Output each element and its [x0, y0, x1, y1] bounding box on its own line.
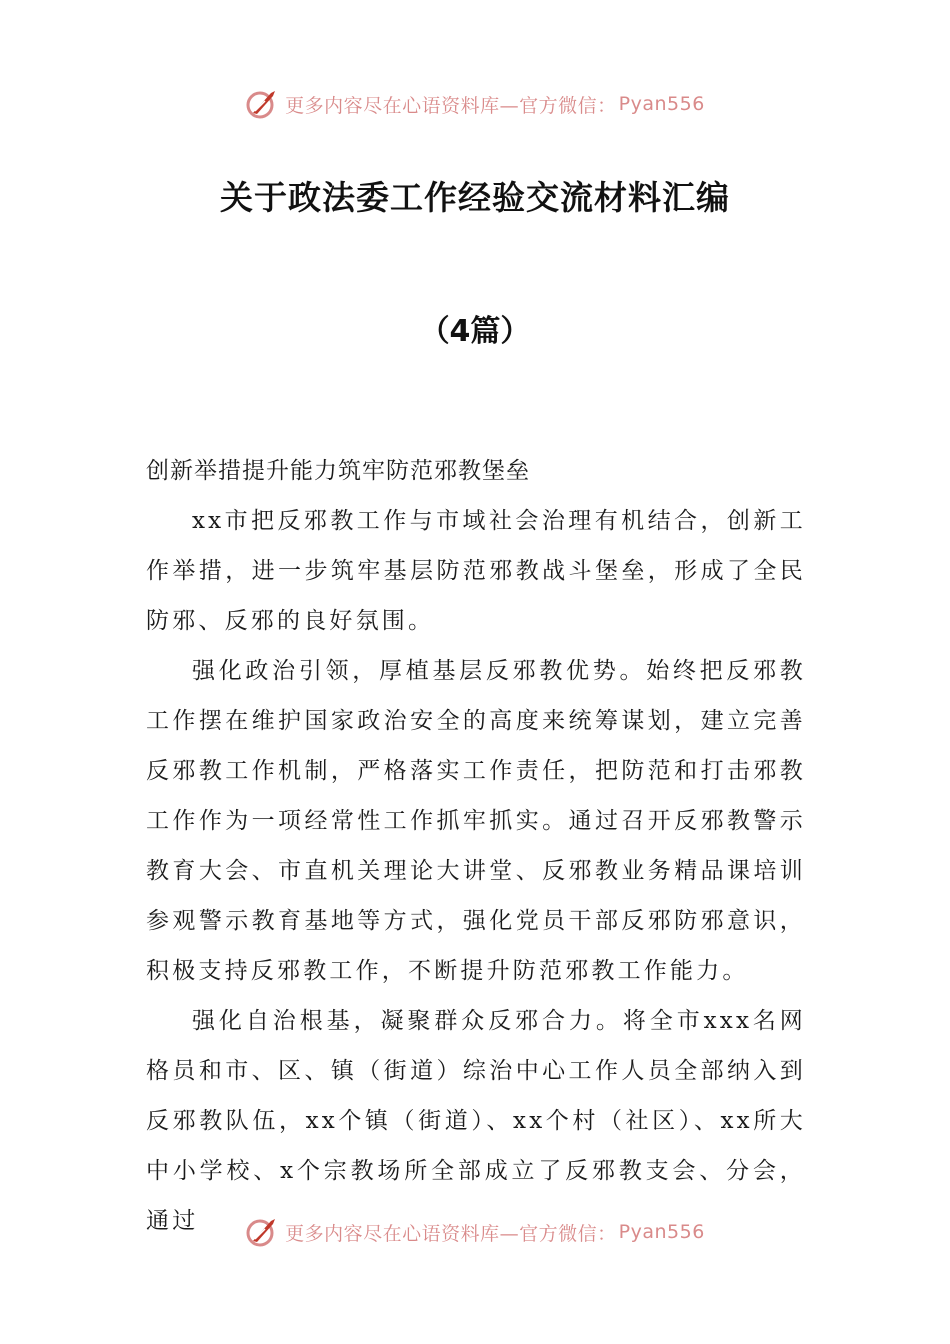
document-subtitle: （4篇）	[419, 314, 531, 349]
section-heading: 创新举措提升能力筑牢防范邪教堡垒	[146, 458, 530, 484]
quill-logo-icon	[245, 1215, 279, 1249]
watermark-text: 更多内容尽在心语资料库—官方微信：	[285, 1222, 617, 1245]
document-body	[146, 446, 806, 1246]
document-title: 关于政法委工作经验交流材料汇编	[220, 178, 730, 217]
quill-logo-icon	[245, 87, 279, 121]
paragraph-3: 强化自治根基，凝聚群众反邪合力。将全市xxx名网格员和市、区、镇（街道）综治中心工作人员全部纳入到反邪教队伍，xx个镇（街道）、xx个村（社区）、xx所大中小学校、x个宗教场所全部成立了反邪教支会、分会，通过	[146, 1008, 806, 1234]
paragraph-1: xx市把反邪教工作与市域社会治理有机结合，创新工作举措，进一步筑牢基层防范邪教战斗堡垒，形成了全民防邪、反邪的良好氛围。	[146, 508, 806, 634]
watermark-header	[0, 84, 950, 124]
paragraph-2: 强化政治引领，厚植基层反邪教优势。始终把反邪教工作摆在维护国家政治安全的高度来统筹谋划，建立完善反邪教工作机制，严格落实工作责任，把防范和打击邪教工作作为一项经常性工作抓牢抓实。通过召开反邪教警示教育大会、市直机关理论大讲堂、反邪教业务精品课培训参观警示教育基地等方式，强化党员干部反邪防邪意识，积极支持反邪教工作，不断提升防范邪教工作能力。	[146, 658, 806, 984]
watermark-handle: Pyan556	[618, 93, 705, 115]
watermark-handle: Pyan556	[618, 1221, 705, 1243]
watermark-text: 更多内容尽在心语资料库—官方微信：	[285, 94, 617, 117]
watermark-footer	[0, 1212, 950, 1252]
